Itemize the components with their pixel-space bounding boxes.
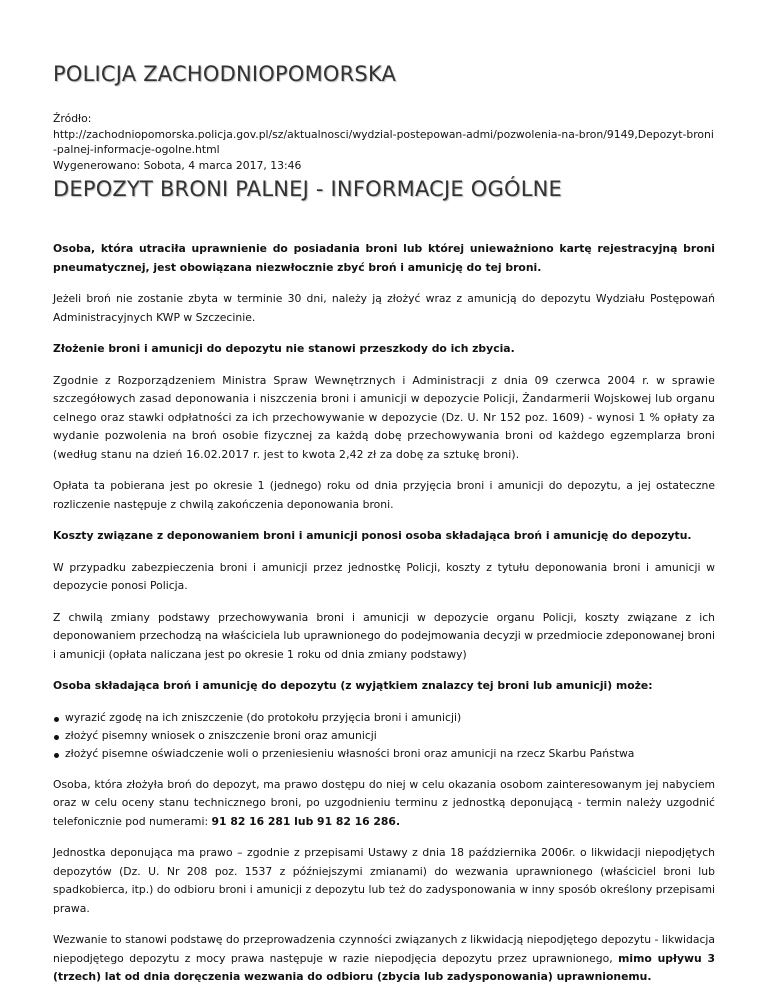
list-item: wyrazić zgodę na ich zniszczenie (do protokołu przyjęcia broni i amunicji) <box>53 709 715 727</box>
paragraph-12-text: Wezwanie to stanowi podstawę do przeprowadzenia czynności związanych z likwidacją niepodjętego depozytu - likwidacja niepodjętego depozytu z mocy prawa następuje w razie niepodjęcia depozytu przez uprawnionego, <box>53 933 715 965</box>
article-body <box>53 240 715 1000</box>
source-url[interactable]: http://zachodniopomorska.policja.gov.pl/sz/aktualnosci/wydzial-postepowan-admi/pozwolenia-na-bron/9149,Depozyt-broni-palnej-informacje-ogolne.html <box>53 127 714 156</box>
generated-timestamp: Wygenerowano: Sobota, 4 marca 2017, 13:46 <box>53 158 302 172</box>
paragraph-5: Opłata ta pobierana jest po okresie 1 (jednego) roku od dnia przyjęcia broni i amunicji do depozytu, a jej ostateczne rozliczenie następuje z chwilą zakończenia deponowania broni. <box>53 479 715 511</box>
options-list <box>53 709 715 763</box>
paragraph-3: Złożenie broni i amunicji do depozytu nie stanowi przeszkody do ich zbycia. <box>53 342 515 355</box>
paragraph-11: Jednostka deponująca ma prawo – zgodnie z przepisami Ustawy z dnia 18 października 2006r. o likwidacji niepodjętych depozytów (Dz. U. Nr 208 poz. 1537 z późniejszymi zmianami) do wezwania uprawnionego (właściciel broni lub spadkobierca, itp.) do odbioru broni i amunicji z depozytu lub też do zadysponowania w inny sposób określony przepisami prawa. <box>53 846 715 915</box>
paragraph-1: Osoba, która utraciła uprawnienie do posiadania broni lub której unieważniono kartę rejestracyjną broni pneumatycznej, jest obowiązana niezwłocznie zbyć broń i amunicję do tej broni. <box>53 242 715 274</box>
paragraph-6: Koszty związane z deponowaniem broni i amunicji ponosi osoba składająca broń i amunicję do depozytu. <box>53 529 692 542</box>
source-metadata <box>53 111 715 173</box>
paragraph-12 <box>53 931 715 987</box>
article-title: DEPOZYT BRONI PALNEJ - INFORMACJE OGÓLNE <box>53 177 562 201</box>
paragraph-2: Jeżeli broń nie zostanie zbyta w terminie 30 dni, należy ją złożyć wraz z amunicją do depozytu Wydziału Postępowań Administracyjnych KWP w Szczecinie. <box>53 292 715 324</box>
paragraph-10-text: Osoba, która złożyła broń do depozyt, ma prawo dostępu do niej w celu okazania osobom zainteresowanym jej nabyciem oraz w celu oceny stanu technicznego broni, po uzgodnieniu terminu z jednostką deponującą - termin należy uzgodnić telefonicznie pod numerami: <box>53 777 715 828</box>
paragraph-9: Osoba składająca broń i amunicję do depozytu (z wyjątkiem znalazcy tej broni lub amunicji) może: <box>53 679 653 692</box>
list-item: złożyć pisemny wniosek o zniszczenie broni oraz amunicji <box>53 727 715 745</box>
paragraph-8: Z chwilą zmiany podstawy przechowywania broni i amunicji w depozycie organu Policji, koszty związane z ich deponowaniem przechodzą na właściciela lub uprawnionego do podejmowania decyzji w przedmiocie zdeponowanej broni i amunicji (opłata naliczana jest po okresie 1 roku od dnia zmiany podstawy) <box>53 610 715 661</box>
source-label: Źródło: <box>53 112 92 125</box>
paragraph-7: W przypadku zabezpieczenia broni i amunicji przez jednostkę Policji, koszty z tytułu deponowania broni i amunicji w depozycie ponosi Policja. <box>53 560 715 592</box>
paragraph-10 <box>53 776 715 832</box>
paragraph-12-emphasis: mimo upływu 3 (trzech) lat od dnia doręczenia wezwania do odbioru (zbycia lub zadysponowania) uprawnionemu. <box>53 951 715 983</box>
phone-numbers: 91 82 16 281 lub 91 82 16 286. <box>211 814 401 828</box>
site-title: POLICJA ZACHODNIOPOMORSKA <box>53 62 397 86</box>
paragraph-4: Zgodnie z Rozporządzeniem Ministra Spraw Wewnętrznych i Administracji z dnia 09 czerwca 2004 r. w sprawie szczegółowych zasad deponowania i niszczenia broni i amunicji w depozycie Policji, Żandarmerii Wojskowej lub organu celnego oraz stawki odpłatności za ich przechowywanie w depozycie (Dz. U. Nr 152 poz. 1609) - wynosi 1 % opłaty za wydanie pozwolenia na broń osobie fizycznej za każdą dobę przechowywania broni od każdego egzemplarza broni (według stanu na dzień 16.02.2017 r. jest to kwota 2,42 zł za dobę za sztukę broni). <box>53 373 715 461</box>
list-item: złożyć pisemne oświadczenie woli o przeniesieniu własności broni oraz amunicji na rzecz Skarbu Państwa <box>53 745 715 763</box>
